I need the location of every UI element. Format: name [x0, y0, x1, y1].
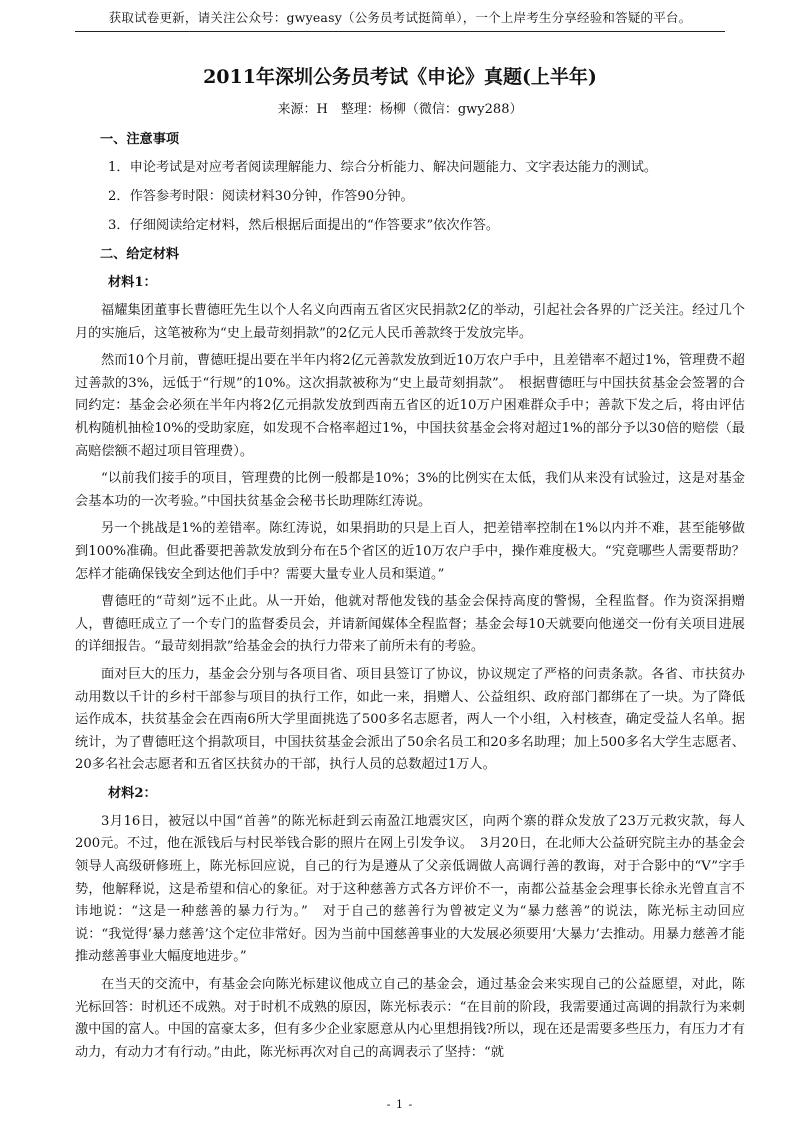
paragraph: 在当天的交流中，有基金会向陈光标建议他成立自己的基金会，通过基金会来实现自己的公益愿望，对此，陈光标回答：时机还不成熟。对于时机不成熟的原因，陈光标表示：“在目前的阶段，我需要通过高调的捐款行为来刺激中国的富人。中国的富豪太多，但有多少企业家愿意从内心里想捐钱?所以，现在还是需要多些压力，有压力才有动力，有动力才有行动。”由此，陈光标再次对自己的高调表示了坚持：“就	[75, 977, 745, 1060]
paragraph: 福耀集团董事长曹德旺先生以个人名义向西南五省区灾民捐款2亿的举动，引起社会各界的广泛关注。经过几个月的实施后，这笔被称为“史上最苛刻捐款”的2亿元人民币善款终于发放完毕。	[75, 303, 745, 341]
note-item: 1．申论考试是对应考者阅读理解能力、综合分析能力、解决问题能力、文字表达能力的测试。	[108, 160, 658, 175]
material-label: 材料2：	[108, 785, 157, 801]
paragraph: 3月16日，被冠以中国“首善”的陈光标赶到云南盈江地震灾区，向两个寨的群众发放了23万元救灾款，每人200元。不过，他在派钱后与村民举钱合影的照片在网上引发争议。 3月20日，在北师大公益研究院主办的基金会领导人高级研修班上，陈光标回应说，自己的行为是遵从了父亲低调做人高调行善的教诲，对于合影中的“V”字手势，他解释说，这是希望和信心的象征。对于这种慈善方式各方评价不一，南都公益基金会理事长徐永光曾直言不讳地说：“这是一种慈善的暴力行为。” 对于自己的慈善行为曾被定义为“暴力慈善”的说法，陈光标主动回应说：“我觉得‘暴力慈善’这个定位非常好。因为当前中国慈善事业的大发展必须要用‘大暴力’去推动。用暴力慈善才能推动慈善事业大幅度地进步。”	[75, 813, 745, 965]
header-banner: 获取试卷更新，请关注公众号：gwyeasy（公务员考试挺简单），一个上岸考生分享经验和答疑的平台。	[108, 10, 692, 25]
page-number: - 1 -	[386, 1098, 414, 1111]
paragraph: “以前我们接手的项目，管理费的比例一般都是10%；3%的比例实在太低，我们从来没有试验过，这是对基金会基本功的一次考验。”中国扶贫基金会秘书长助理陈红涛说。	[75, 471, 745, 509]
section-heading-notes: 一、注意事项	[100, 132, 180, 147]
document-body	[75, 128, 745, 1069]
source-line: 来源：H 整理：杨柳（微信：gwy288）	[277, 102, 523, 117]
paragraph: 然而10个月前，曹德旺提出要在半年内将2亿元善款发放到近10万农户手中，且差错率不超过1%，管理费不超过善款的3%，远低于“行规”的10%。这次捐款被称为“史上最苛刻捐款”。 根据曹德旺与中国扶贫基金会签署的合同约定：基金会必须在半年内将2亿元捐款发放到西南五省区的近10万户困难群众手中；善款下发之后，将由评估机构随机抽检10%的受助家庭，如发现不合格率超过1%，中国扶贫基金会将对超过1%的部分予以30倍的赔偿（最高赔偿额不超过项目管理费）。	[75, 353, 745, 459]
document-title: 2011年深圳公务员考试《申论》真题(上半年)	[203, 66, 597, 88]
paragraph: 面对巨大的压力，基金会分别与各项目省、项目县签订了协议，协议规定了严格的问责条款。各省、市扶贫办动用数以千计的乡村干部参与项目的执行工作，如此一来，捐赠人、公益组织、政府部门都绑在了一块。为了降低运作成本，扶贫基金会在西南6所大学里面挑选了500多名志愿者，两人一个小组，入村核查，确定受益人名单。据统计，为了曹德旺这个捐款项目，中国扶贫基金会派出了50余名员工和20多名助理；加上500多名大学生志愿者、20多名社会志愿者和五省区扶贫办的干部，执行人员的总数超过1万人。	[75, 666, 745, 773]
note-item: 3．仔细阅读给定材料，然后根据后面提出的“作答要求”依次作答。	[108, 218, 500, 233]
material-label: 材料1：	[108, 275, 157, 290]
paragraph: 曹德旺的“苛刻”远不止此。从一开始，他就对帮他发钱的基金会保持高度的警惕，全程监督。作为资深捐赠人，曹德旺成立了一个专门的监督委员会，并请新闻媒体全程监督；基金会每10天就要向他递交一份有关项目进展的详细报告。“最苛刻捐款”给基金会的执行力带来了前所未有的考验。	[75, 594, 745, 655]
header-rule	[75, 31, 725, 32]
section-heading-materials: 二、给定材料	[100, 247, 180, 262]
note-item: 2．作答参考时限：阅读材料30分钟，作答90分钟。	[108, 189, 414, 204]
paragraph: 另一个挑战是1%的差错率。陈红涛说，如果捐助的只是上百人，把差错率控制在1%以内并不难，甚至能够做到100%准确。但此番要把善款发放到分布在5个省区的近10万农户手中，操作难度极大。“究竟哪些人需要帮助？怎样才能确保钱安全到达他们手中？需要大量专业人员和渠道。”	[75, 521, 745, 582]
